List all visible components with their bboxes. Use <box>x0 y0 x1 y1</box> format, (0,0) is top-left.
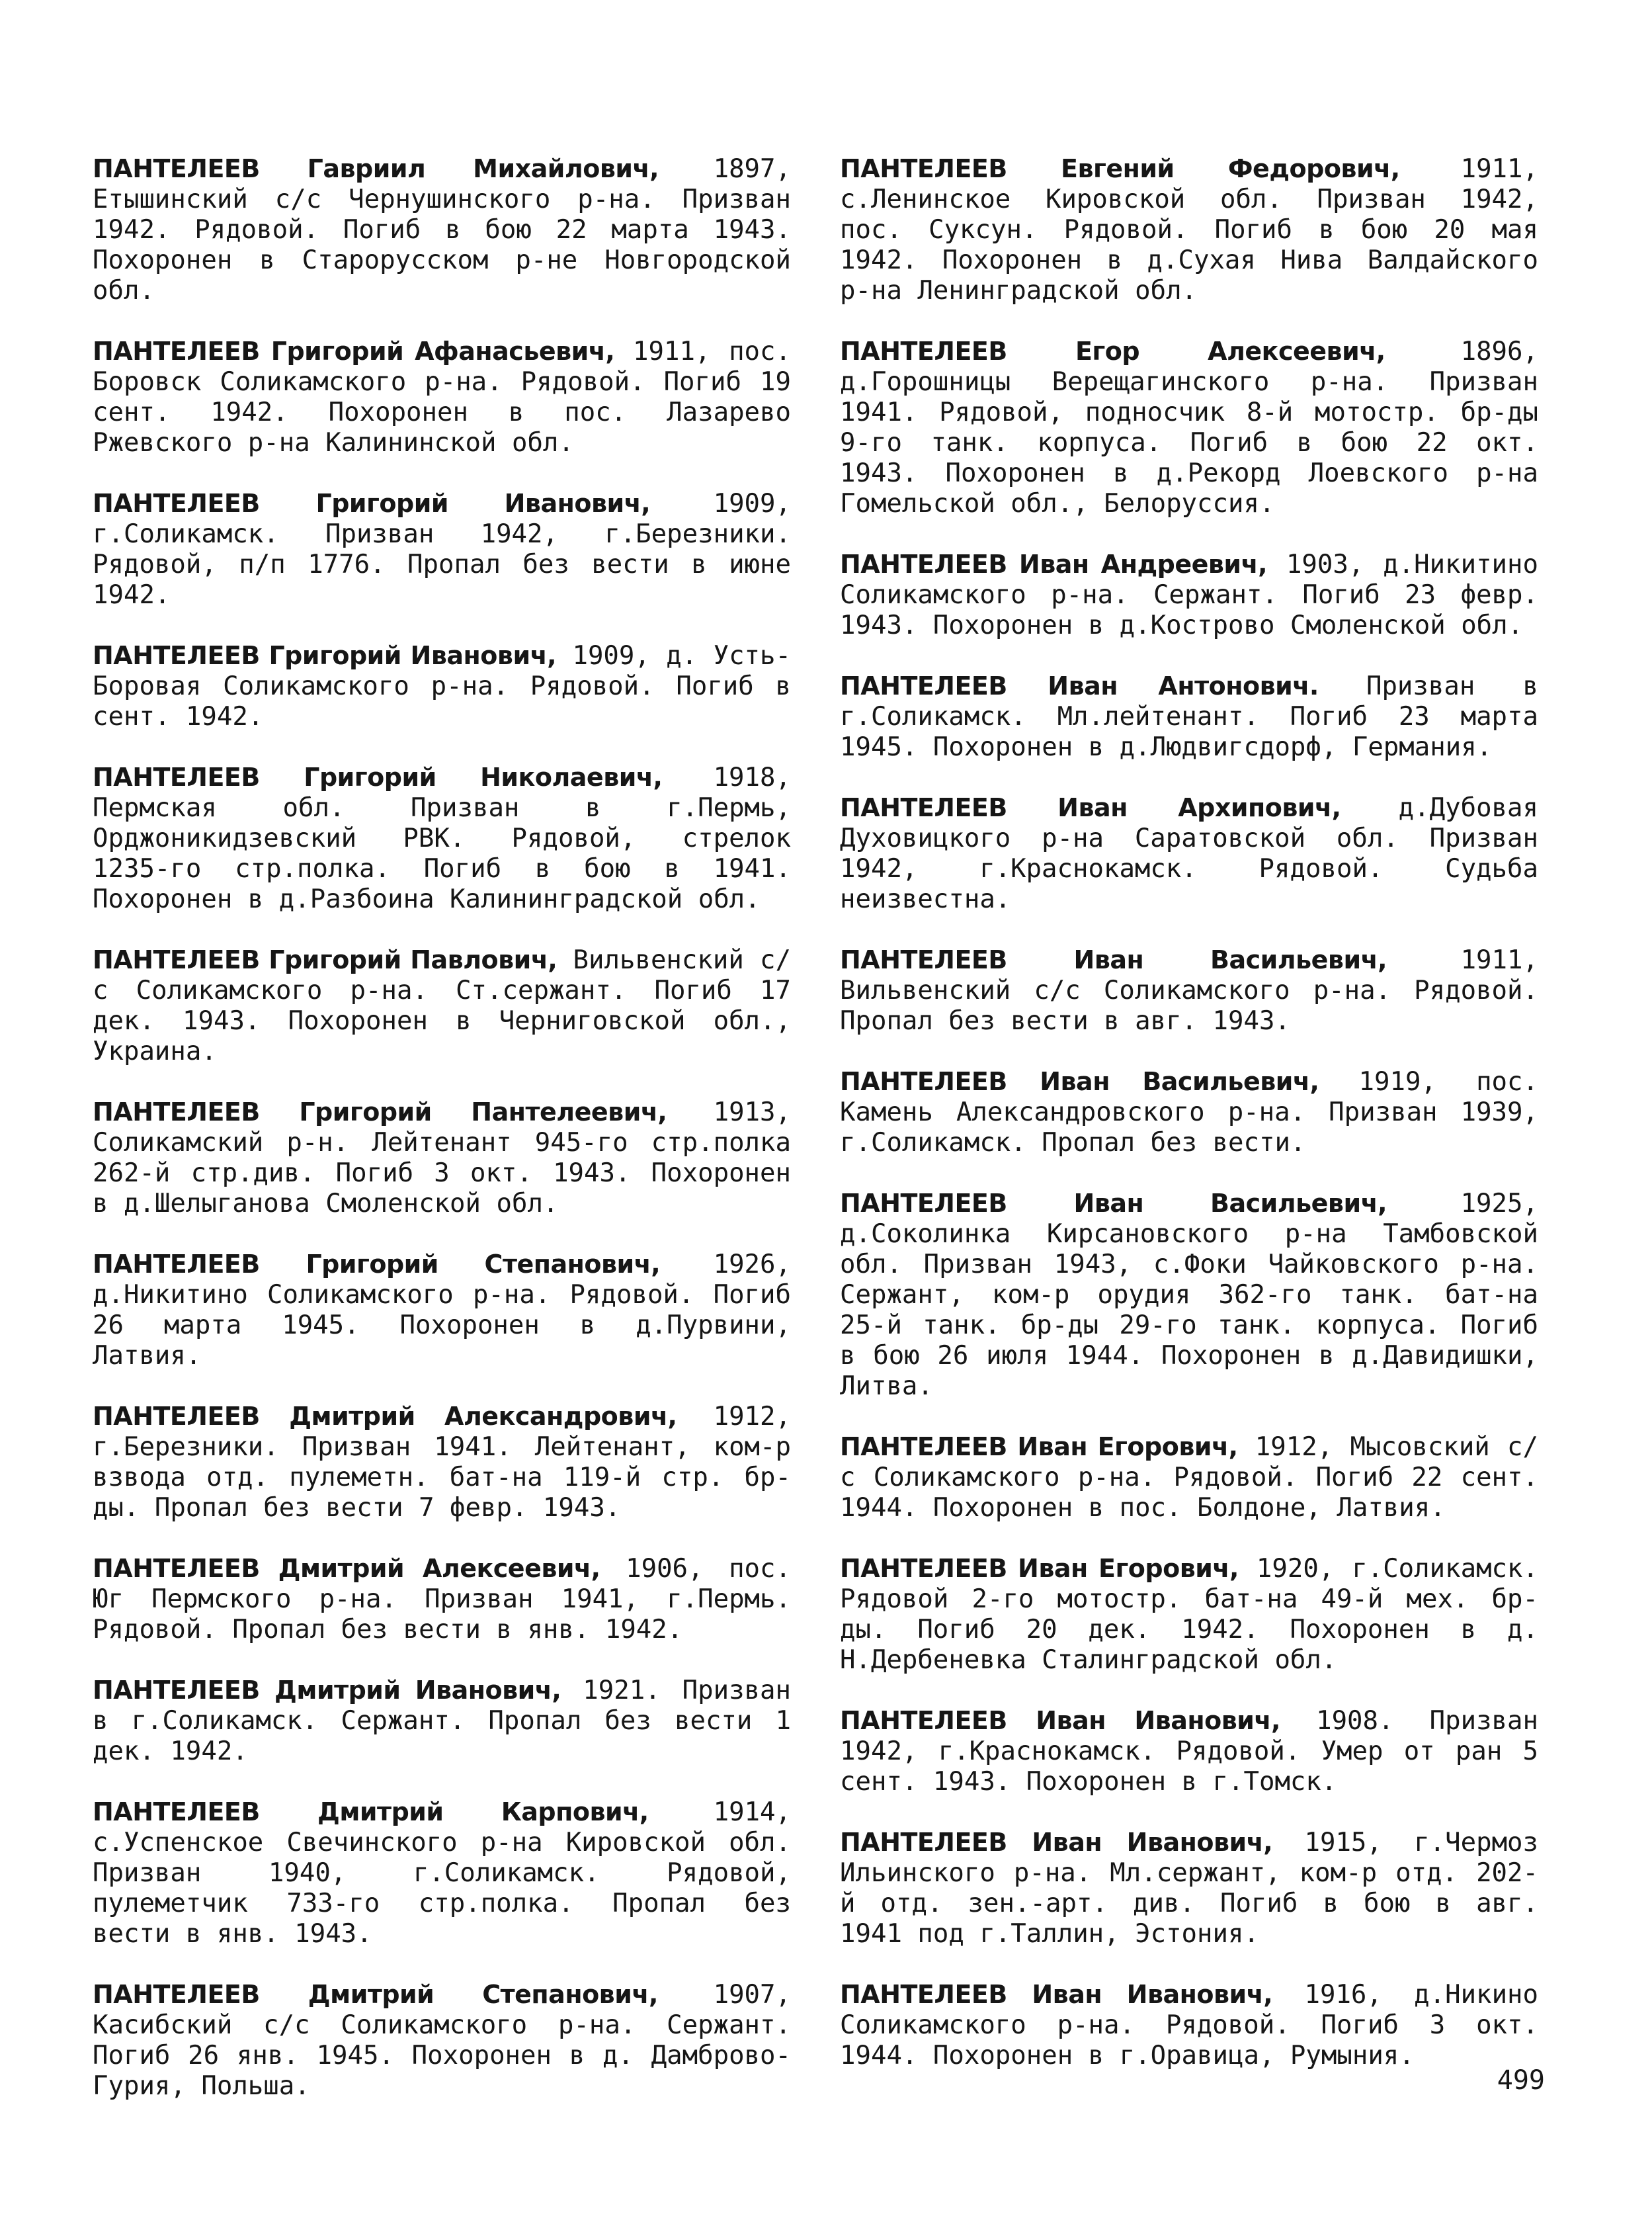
entry-text: 1915, г.Чермоз Ильинского р-на. Мл.сержант, ком-р отд. 202-й отд. зен.-арт. див. Погиб в бою в авг. 1941 под г.Таллин, Эстония. <box>840 1828 1539 1949</box>
entry <box>93 640 791 732</box>
entry <box>840 1431 1538 1523</box>
entry-text: 1906, пос. Юг Пермского р-на. Призван 1941, г.Пермь. Рядовой. Пропал без вести в янв. 1942. <box>93 1554 791 1644</box>
entry-text: 1911, с.Ленинское Кировской обл. Призван 1942, пос. Суксун. Рядовой. Погиб в бою 20 мая 1942. Похоронен в д.Сухая Нива Валдайского р-на Ленинградской обл. <box>840 154 1538 306</box>
entry-name: ПАНТЕЛЕЕВ Григорий Афанасьевич, <box>93 337 615 366</box>
entry-name: ПАНТЕЛЕЕВ Иван Егорович, <box>840 1432 1238 1461</box>
entry-text: 1921. Призван в г.Соликамск. Сержант. Пропал без вести 1 дек. 1942. <box>93 1676 791 1766</box>
entry <box>840 1553 1538 1676</box>
entry-name: ПАНТЕЛЕЕВ Иван Иванович, <box>840 1980 1273 2009</box>
entry <box>840 336 1538 519</box>
entry-name: ПАНТЕЛЕЕВ Григорий Иванович, <box>93 641 557 670</box>
entry-name: ПАНТЕЛЕЕВ Григорий Степанович, <box>93 1250 661 1279</box>
entry <box>93 1797 791 1949</box>
entry-text: Призван в г.Соликамск. Мл.лейтенант. Погиб 23 марта 1945. Похоронен в д.Людвигсдорф, Германия. <box>840 671 1538 762</box>
entry <box>93 945 791 1067</box>
entry <box>93 1675 791 1767</box>
entry-text: 1896, д.Горошницы Верещагинского р-на. Призван 1941. Рядовой, подносчик 8-й мотостр. бр-ды 9-го танк. корпуса. Погиб в бою 22 окт. 1943. Похоронен в д.Рекорд Лоевского р-на Гомельской обл., Белоруссия. <box>840 337 1538 519</box>
entry-text: д.Дубовая Духовицкого р-на Саратовской обл. Призван 1942, г.Краснокамск. Рядовой. Судьба неизвестна. <box>840 793 1538 914</box>
entry-text: 1909, д. Усть-Боровая Соликамского р-на. Рядовой. Погиб в сент. 1942. <box>93 641 791 732</box>
entry-text: Вильвенский с/с Соликамского р-на. Ст.сержант. Погиб 17 дек. 1943. Похоронен в Черниговской обл., Украина. <box>93 945 792 1066</box>
entry-text: 1925, д.Соколинка Кирсановского р-на Тамбовской обл. Призван 1943, с.Фоки Чайковского р-на. Сержант, ком-р орудия 362-го танк. бат-на 25-й танк. бр-ды 29-го танк. корпуса. Погиб в бою 26 июля 1944. Похоронен в д.Давидишки, Литва. <box>840 1189 1538 1401</box>
entry-text: 1920, г.Соликамск. Рядовой 2-го мотостр. бат-на 49-й мех. бр-ды. Погиб 20 дек. 1942. Похоронен в д. Н.Дербеневка Сталинградской обл. <box>840 1554 1538 1675</box>
entry-text: 1911, пос. Боровск Соликамского р-на. Рядовой. Погиб 19 сент. 1942. Похоронен в пос. Лазарево Ржевского р-на Калининской обл. <box>93 337 791 458</box>
entry-name: ПАНТЕЛЕЕВ Иван Архипович, <box>840 793 1341 822</box>
entry-text: 1912, Мысовский с/с Соликамского р-на. Рядовой. Погиб 22 сент. 1944. Похоронен в пос. Болдоне, Латвия. <box>840 1432 1538 1523</box>
entry <box>840 945 1538 1037</box>
entry-name: ПАНТЕЛЕЕВ Григорий Иванович, <box>93 489 651 518</box>
entry <box>840 671 1538 763</box>
entry-text: 1912, г.Березники. Призван 1941. Лейтенант, ком-р взвода отд. пулеметн. бат-на 119-й стр. бр-ды. Пропал без вести 7 февр. 1943. <box>93 1402 791 1523</box>
entry-text: 1916, д.Никино Соликамского р-на. Рядовой. Погиб 3 окт. 1944. Похоронен в г.Оравица, Румыния. <box>840 1980 1539 2071</box>
entry-name: ПАНТЕЛЕЕВ Дмитрий Иванович, <box>93 1676 561 1705</box>
entry-name: ПАНТЕЛЕЕВ Григорий Пантелеевич, <box>93 1097 667 1127</box>
left-column <box>93 153 791 2131</box>
entry <box>840 1066 1538 1158</box>
entry-name: ПАНТЕЛЕЕВ Дмитрий Степанович, <box>93 1980 658 2009</box>
entry-name: ПАНТЕЛЕЕВ Иван Антонович. <box>840 671 1319 701</box>
entry-name: ПАНТЕЛЕЕВ Иван Андреевич, <box>840 550 1268 579</box>
entry <box>840 153 1538 306</box>
entry-name: ПАНТЕЛЕЕВ Дмитрий Алексеевич, <box>93 1554 600 1583</box>
right-column <box>840 153 1538 2101</box>
entry <box>93 1249 791 1371</box>
entry-name: ПАНТЕЛЕЕВ Иван Иванович, <box>840 1706 1280 1735</box>
entry-name: ПАНТЕЛЕЕВ Григорий Павлович, <box>93 945 558 974</box>
entry-text: 1926, д.Никитино Соликамского р-на. Рядовой. Погиб 26 марта 1945. Похоронен в д.Пурвини, Латвия. <box>93 1250 791 1371</box>
entry-name: ПАНТЕЛЕЕВ Иван Васильевич, <box>840 1067 1319 1096</box>
entry-text: 1909, г.Соликамск. Призван 1942, г.Березники. Рядовой, п/п 1776. Пропал без вести в июне 1942. <box>93 489 791 610</box>
entry <box>93 488 791 611</box>
entry-name: ПАНТЕЛЕЕВ Иван Егорович, <box>840 1554 1239 1583</box>
entry <box>840 1979 1538 2071</box>
entry <box>93 1401 791 1523</box>
entry-text: 1897, Етышинский с/с Чернушинского р-на. Призван 1942. Рядовой. Погиб в бою 22 марта 1943. Похоронен в Старорусском р-не Новгородской обл. <box>93 154 791 306</box>
entry-text: 1919, пос. Камень Александровского р-на. Призван 1939, г.Соликамск. Пропал без вести. <box>840 1067 1538 1158</box>
entry <box>93 1553 791 1645</box>
entry-name: ПАНТЕЛЕЕВ Иван Васильевич, <box>840 1189 1387 1218</box>
entry-text: 1913, Соликамский р-н. Лейтенант 945-го стр.полка 262-й стр.див. Погиб 3 окт. 1943. Похоронен в д.Шелыганова Смоленской обл. <box>93 1097 791 1218</box>
entry-name: ПАНТЕЛЕЕВ Иван Иванович, <box>840 1828 1273 1857</box>
entry-name: ПАНТЕЛЕЕВ Егор Алексеевич, <box>840 337 1385 366</box>
entry-text: 1908. Призван 1942, г.Краснокамск. Рядовой. Умер от ран 5 сент. 1943. Похоронен в г.Томск. <box>840 1706 1538 1797</box>
entry <box>93 1979 791 2102</box>
entry <box>840 549 1538 641</box>
entry <box>93 153 791 306</box>
entry-text: 1918, Пермская обл. Призван в г.Пермь, Орджоникидзевский РВК. Рядовой, стрелок 1235-го стр.полка. Погиб в бою в 1941. Похоронен в д.Разбоина Калининградской обл. <box>93 763 791 914</box>
entry-name: ПАНТЕЛЕЕВ Иван Васильевич, <box>840 945 1387 974</box>
entry-text: 1911, Вильвенский с/с Соликамского р-на. Рядовой. Пропал без вести в авг. 1943. <box>840 945 1538 1036</box>
entry-name: ПАНТЕЛЕЕВ Гавриил Михайлович, <box>93 154 659 183</box>
entry-text: 1903, д.Никитино Соликамского р-на. Сержант. Погиб 23 февр. 1943. Похоронен в д.Кострово Смоленской обл. <box>840 550 1538 640</box>
entry <box>93 762 791 915</box>
entry <box>840 1705 1538 1797</box>
entry <box>840 792 1538 915</box>
entry-name: ПАНТЕЛЕЕВ Дмитрий Александрович, <box>93 1402 677 1431</box>
entry-name: ПАНТЕЛЕЕВ Дмитрий Карпович, <box>93 1797 649 1826</box>
entry <box>840 1827 1538 1949</box>
page-number: 499 <box>1497 2065 1545 2096</box>
entry <box>93 1097 791 1219</box>
entry-name: ПАНТЕЛЕЕВ Григорий Николаевич, <box>93 763 663 792</box>
entry <box>840 1188 1538 1402</box>
entry-text: 1907, Касибский с/с Соликамского р-на. Сержант. Погиб 26 янв. 1945. Похоронен в д. Дамброво-Гурия, Польша. <box>93 1980 791 2101</box>
entry <box>93 336 791 458</box>
entry-text: 1914, с.Успенское Свечинского р-на Кировской обл. Призван 1940, г.Соликамск. Рядовой, пулеметчик 733-го стр.полка. Пропал без вести в янв. 1943. <box>93 1797 791 1949</box>
entry-name: ПАНТЕЛЕЕВ Евгений Федорович, <box>840 154 1400 183</box>
